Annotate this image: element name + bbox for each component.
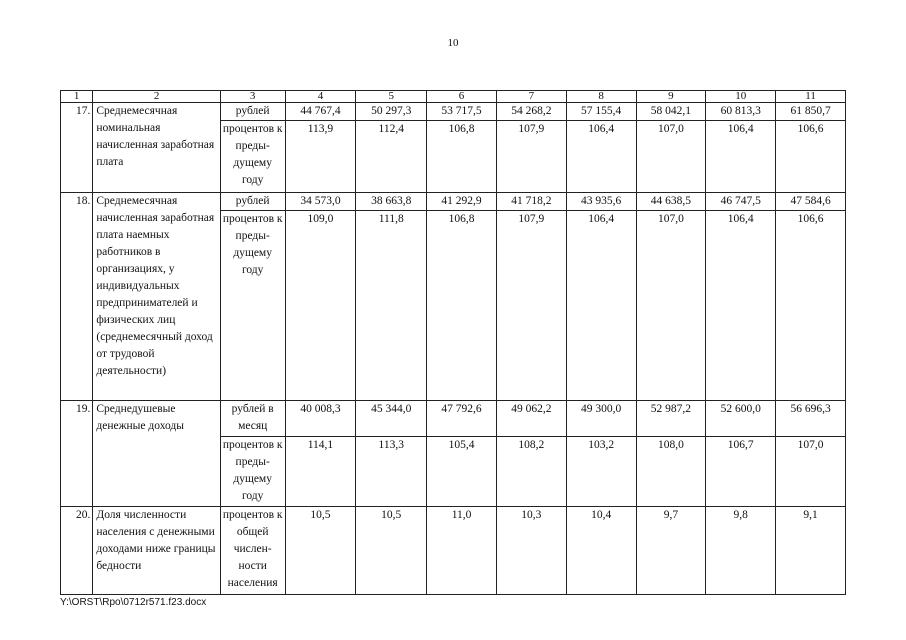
value-cell: 58 042,1 — [636, 103, 706, 121]
value-cell: 107,0 — [636, 121, 706, 193]
column-number: 7 — [496, 91, 566, 103]
value-cell: 44 638,5 — [636, 193, 706, 211]
value-cell: 34 573,0 — [285, 193, 356, 211]
column-number: 1 — [61, 91, 93, 103]
value-cell: 61 850,7 — [776, 103, 846, 121]
value-cell: 107,9 — [496, 211, 566, 401]
column-number: 11 — [776, 91, 846, 103]
value-cell: 45 344,0 — [356, 401, 427, 437]
value-cell: 46 747,5 — [706, 193, 776, 211]
value-cell: 106,4 — [706, 121, 776, 193]
unit-of-measure: процентов к общей числен-ности населения — [220, 507, 285, 595]
unit-of-measure: рублей — [220, 103, 285, 121]
value-cell: 107,0 — [776, 437, 846, 507]
value-cell: 111,8 — [356, 211, 427, 401]
value-cell: 52 987,2 — [636, 401, 706, 437]
value-cell: 44 767,4 — [285, 103, 356, 121]
value-cell: 41 718,2 — [496, 193, 566, 211]
row-number: 18. — [61, 193, 93, 401]
value-cell: 106,8 — [427, 121, 497, 193]
value-cell: 113,9 — [285, 121, 356, 193]
table-row — [61, 401, 846, 437]
table-row — [61, 193, 846, 211]
value-cell: 11,0 — [427, 507, 497, 595]
value-cell: 106,4 — [706, 211, 776, 401]
column-number-row — [61, 91, 846, 103]
value-cell: 41 292,9 — [427, 193, 497, 211]
value-cell: 54 268,2 — [496, 103, 566, 121]
value-cell: 40 008,3 — [285, 401, 356, 437]
value-cell: 56 696,3 — [776, 401, 846, 437]
value-cell: 107,9 — [496, 121, 566, 193]
data-table — [60, 90, 846, 595]
value-cell: 49 300,0 — [566, 401, 636, 437]
unit-of-measure: рублей — [220, 193, 285, 211]
column-number: 8 — [566, 91, 636, 103]
value-cell: 108,0 — [636, 437, 706, 507]
value-cell: 108,2 — [496, 437, 566, 507]
unit-of-measure: процентов к преды-дущему году — [220, 437, 285, 507]
value-cell: 47 792,6 — [427, 401, 497, 437]
value-cell: 106,6 — [776, 211, 846, 401]
column-number: 2 — [93, 91, 220, 103]
indicator-name: Среднемесячная номинальная начисленная заработная плата — [93, 103, 220, 193]
page-number: 10 — [447, 37, 459, 49]
value-cell: 47 584,6 — [776, 193, 846, 211]
table-row — [61, 507, 846, 595]
value-cell: 50 297,3 — [356, 103, 427, 121]
footer-file-path: Y:\ORST\Rpo\0712r571.f23.docx — [60, 597, 207, 608]
row-number: 17. — [61, 103, 93, 193]
value-cell: 38 663,8 — [356, 193, 427, 211]
unit-of-measure: рублей в месяц — [220, 401, 285, 437]
column-number: 9 — [636, 91, 706, 103]
column-number: 4 — [285, 91, 356, 103]
column-number: 3 — [220, 91, 285, 103]
value-cell: 53 717,5 — [427, 103, 497, 121]
value-cell: 10,4 — [566, 507, 636, 595]
column-number: 5 — [356, 91, 427, 103]
column-number: 10 — [706, 91, 776, 103]
value-cell: 109,0 — [285, 211, 356, 401]
value-cell: 52 600,0 — [706, 401, 776, 437]
value-cell: 106,8 — [427, 211, 497, 401]
value-cell: 10,5 — [356, 507, 427, 595]
value-cell: 106,6 — [776, 121, 846, 193]
table-row — [61, 103, 846, 121]
value-cell: 43 935,6 — [566, 193, 636, 211]
value-cell: 106,4 — [566, 211, 636, 401]
value-cell: 57 155,4 — [566, 103, 636, 121]
value-cell: 60 813,3 — [706, 103, 776, 121]
unit-of-measure: процентов к преды-дущему году — [220, 211, 285, 401]
indicator-name: Среднедушевые денежные доходы — [93, 401, 220, 507]
value-cell: 106,7 — [706, 437, 776, 507]
unit-of-measure: процентов к преды-дущему году — [220, 121, 285, 193]
value-cell: 9,7 — [636, 507, 706, 595]
value-cell: 114,1 — [285, 437, 356, 507]
value-cell: 10,3 — [496, 507, 566, 595]
value-cell: 49 062,2 — [496, 401, 566, 437]
column-number: 6 — [427, 91, 497, 103]
value-cell: 10,5 — [285, 507, 356, 595]
value-cell: 9,8 — [706, 507, 776, 595]
indicator-name: Доля численности населения с денежными доходами ниже границы бедности — [93, 507, 220, 595]
indicator-name: Среднемесячная начисленная заработная плата наемных работников в организациях, у индивидуальных предпринимателей и физических лиц (среднемесячный доход от трудовой деятельности) — [93, 193, 220, 401]
value-cell: 9,1 — [776, 507, 846, 595]
value-cell: 107,0 — [636, 211, 706, 401]
value-cell: 106,4 — [566, 121, 636, 193]
value-cell: 112,4 — [356, 121, 427, 193]
value-cell: 105,4 — [427, 437, 497, 507]
row-number: 20. — [61, 507, 93, 595]
row-number: 19. — [61, 401, 93, 507]
value-cell: 103,2 — [566, 437, 636, 507]
value-cell: 113,3 — [356, 437, 427, 507]
